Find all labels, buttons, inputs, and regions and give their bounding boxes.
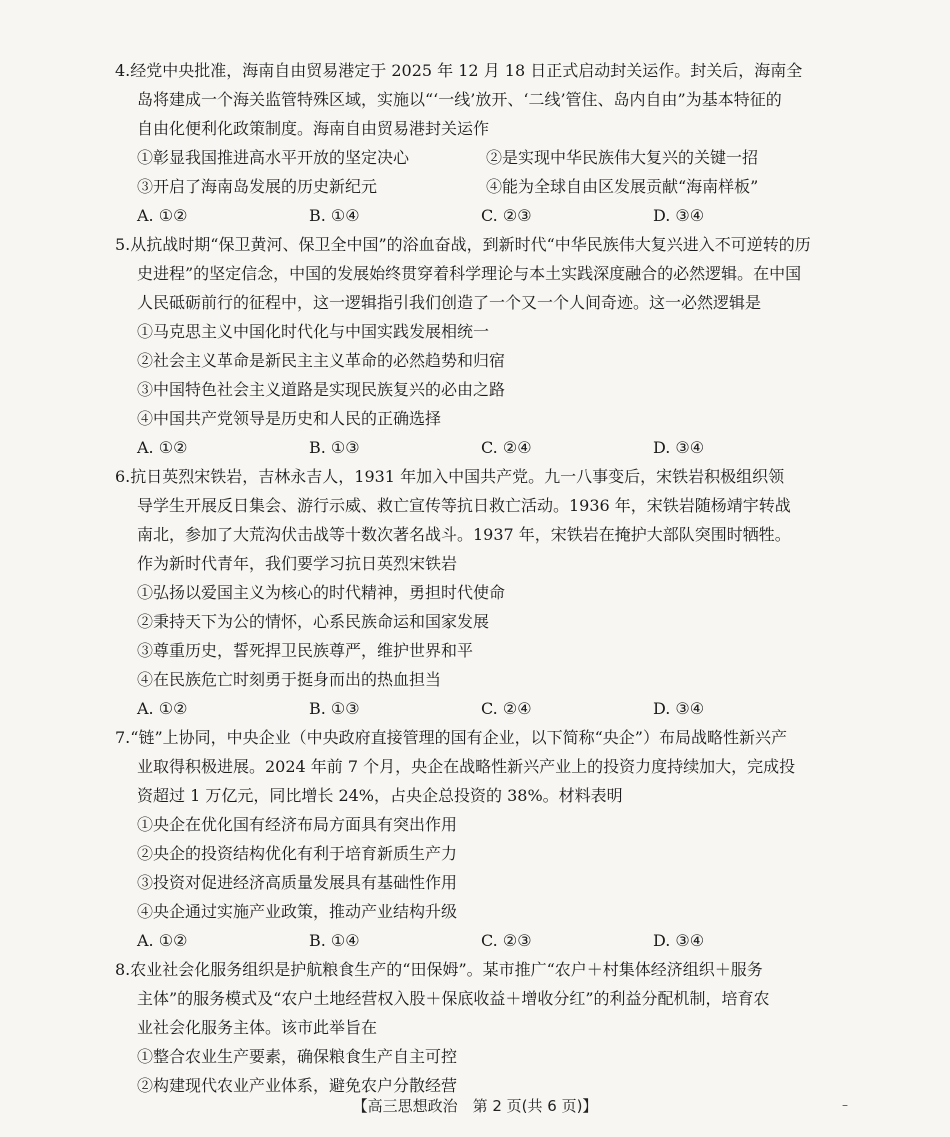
choice-a: A. ①② [137,699,188,718]
choice-d: D. ③④ [653,438,705,457]
statement: ④央企通过实施产业政策，推动产业结构升级 [137,902,458,921]
stem-line: 南北，参加了大荒沟伏击战等十数次著名战斗。1937 年，宋铁岩在掩护大部队突围时牺牲。 [137,525,791,544]
choice-b: B. ①④ [309,206,360,225]
stem-line: 5.从抗战时期“保卫黄河、保卫全中国”的浴血奋战，到新时代“中华民族伟大复兴进入不可逆转的历 [115,235,811,254]
choice-d: D. ③④ [653,206,705,225]
stem-line: 岛将建成一个海关监管特殊区域，实施以“‘一线’放开、‘二线’管住、岛内自由”为基本特征的 [137,90,782,109]
question-number: 5. [115,235,131,254]
answer-choices [115,433,835,462]
choice-d: D. ③④ [653,931,705,950]
statement: ①弘扬以爱国主义为核心的时代精神，勇担时代使命 [137,583,506,602]
stem-line: 自由化便利化政策制度。海南自由贸易港封关运作 [137,119,490,138]
choice-a: A. ①② [137,438,188,457]
statement: ②秉持天下为公的情怀，心系民族命运和国家发展 [137,612,490,631]
stem-line: 史进程”的坚定信念，中国的发展始终贯穿着科学理论与本土实践深度融合的必然逻辑。在中国 [137,264,802,283]
question-4 [115,56,835,230]
choice-b: B. ①③ [309,438,360,457]
stem-line: 作为新时代青年，我们要学习抗日英烈宋铁岩 [137,554,458,573]
statement: ④中国共产党领导是历史和人民的正确选择 [137,409,442,428]
stem-line: 人民砥砺前行的征程中，这一逻辑指引我们创造了一个又一个人间奇迹。这一必然逻辑是 [137,293,762,312]
statement: ①彰显我国推进高水平开放的坚定决心 [137,148,410,167]
stem-line: 主体”的服务模式及“农户土地经营权入股＋保底收益＋增收分红”的利益分配机制，培育农 [137,989,770,1008]
question-7 [115,723,835,955]
choice-c: C. ②④ [481,438,532,457]
stem-line: 4.经党中央批准，海南自由贸易港定于 2025 年 12 月 18 日正式启动封关运作。封关后，海南全 [115,61,803,80]
choice-b: B. ①④ [309,931,360,950]
statement: ②构建现代农业产业体系，避免农户分散经营 [137,1076,458,1095]
statement: ②央企的投资结构优化有利于培育新质生产力 [137,844,458,863]
statement: ④在民族危亡时刻勇于挺身而出的热血担当 [137,670,442,689]
question-list [115,56,835,1100]
question-stem [115,723,835,810]
stem-line: 6.抗日英烈宋铁岩，吉林永吉人，1931 年加入中国共产党。九一八事变后，宋铁岩积极组织领 [115,467,785,486]
answer-choices [115,201,835,230]
answer-choices [115,926,835,955]
question-number: 8. [115,960,131,979]
question-stem [115,230,835,317]
stem-line: 业社会化服务主体。该市此举旨在 [137,1018,378,1037]
question-5 [115,230,835,462]
question-stem [115,56,835,143]
question-number: 7. [115,728,131,747]
choice-a: A. ①② [137,206,188,225]
choice-c: C. ②④ [481,699,532,718]
statement: ①马克思主义中国化时代化与中国实践发展相统一 [137,322,490,341]
statement-row [115,172,835,201]
stem-line: 8.农业社会化服务组织是护航粮食生产的“田保姆”。某市推广“农户＋村集体经济组织＋服务 [115,960,763,979]
question-stem [115,462,835,578]
question-8 [115,955,835,1100]
question-stem [115,955,835,1042]
corner-mark: – [842,1098,848,1112]
question-6 [115,462,835,723]
choice-c: C. ②③ [481,931,532,950]
question-number: 4. [115,61,131,80]
statement: ③开启了海南岛发展的历史新纪元 [137,177,378,196]
statement: ③中国特色社会主义道路是实现民族复兴的必由之路 [137,380,506,399]
statement: ②是实现中华民族伟大复兴的关键一招 [486,148,759,167]
answer-choices [115,694,835,723]
statement: ①央企在优化国有经济布局方面具有突出作用 [137,815,458,834]
page-footer: 【高三思想政治 第 2 页(共 6 页)】 [352,1097,598,1115]
stem-line: 业取得积极进展。2024 年前 7 个月，央企在战略性新兴产业上的投资力度持续加大，完成投 [137,757,796,776]
stem-line: 资超过 1 万亿元，同比增长 24%，占央企总投资的 38%。材料表明 [137,786,623,805]
question-number: 6. [115,467,131,486]
statement: ③尊重历史，誓死捍卫民族尊严，维护世界和平 [137,641,474,660]
stem-line: 7.“链”上协同，中央企业（中央政府直接管理的国有企业，以下简称“央企”）布局战略性新兴产 [115,728,787,747]
statement: ③投资对促进经济高质量发展具有基础性作用 [137,873,458,892]
choice-c: C. ②③ [481,206,532,225]
statement: ②社会主义革命是新民主主义革命的必然趋势和归宿 [137,351,506,370]
statement-row [115,143,835,172]
statement: ①整合农业生产要素，确保粮食生产自主可控 [137,1047,458,1066]
choice-d: D. ③④ [653,699,705,718]
stem-line: 导学生开展反日集会、游行示威、救亡宣传等抗日救亡活动。1936 年，宋铁岩随杨靖宇转战 [137,496,791,515]
choice-b: B. ①③ [309,699,360,718]
statement: ④能为全球自由区发展贡献“海南样板” [486,177,759,196]
choice-a: A. ①② [137,931,188,950]
